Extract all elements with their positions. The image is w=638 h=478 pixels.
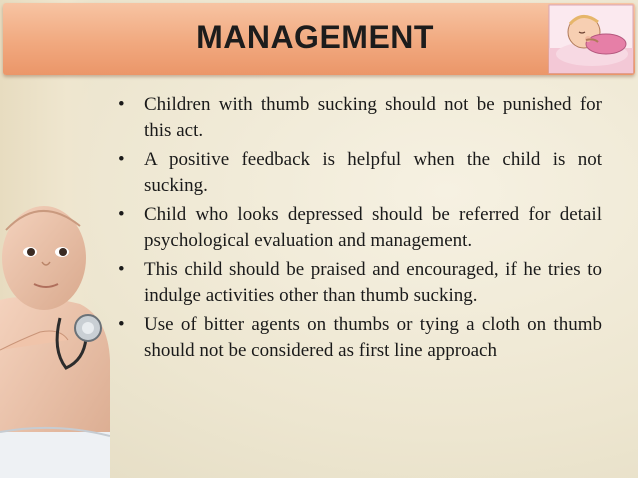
bullet-text: Children with thumb sucking should not be punished for this act. (144, 94, 602, 141)
bullet-item (116, 312, 602, 364)
bullet-item (116, 147, 602, 199)
bullet-text: This child should be praised and encouraged, if he tries to indulge activities other than thumb sucking. (144, 259, 602, 306)
bullet-glyph: • (118, 149, 125, 170)
bullet-item (116, 92, 602, 144)
bullet-item (116, 257, 602, 309)
bullet-item (116, 202, 602, 254)
page-title: MANAGEMENT (196, 19, 434, 55)
bullet-list (116, 92, 602, 367)
bullet-glyph: • (118, 259, 125, 280)
bullet-text: Child who looks depressed should be referred for detail psychological evaluation and management. (144, 204, 602, 251)
bullet-text: A positive feedback is helpful when the child is not sucking. (144, 149, 602, 196)
baby-stethoscope-image (0, 200, 110, 478)
bullet-glyph: • (118, 94, 125, 115)
bullet-text: Use of bitter agents on thumbs or tying a cloth on thumb should not be considered as first line approach (144, 314, 602, 361)
bullet-glyph: • (118, 314, 125, 335)
bullet-glyph: • (118, 204, 125, 225)
sleeping-baby-thumb-icon (548, 4, 634, 74)
